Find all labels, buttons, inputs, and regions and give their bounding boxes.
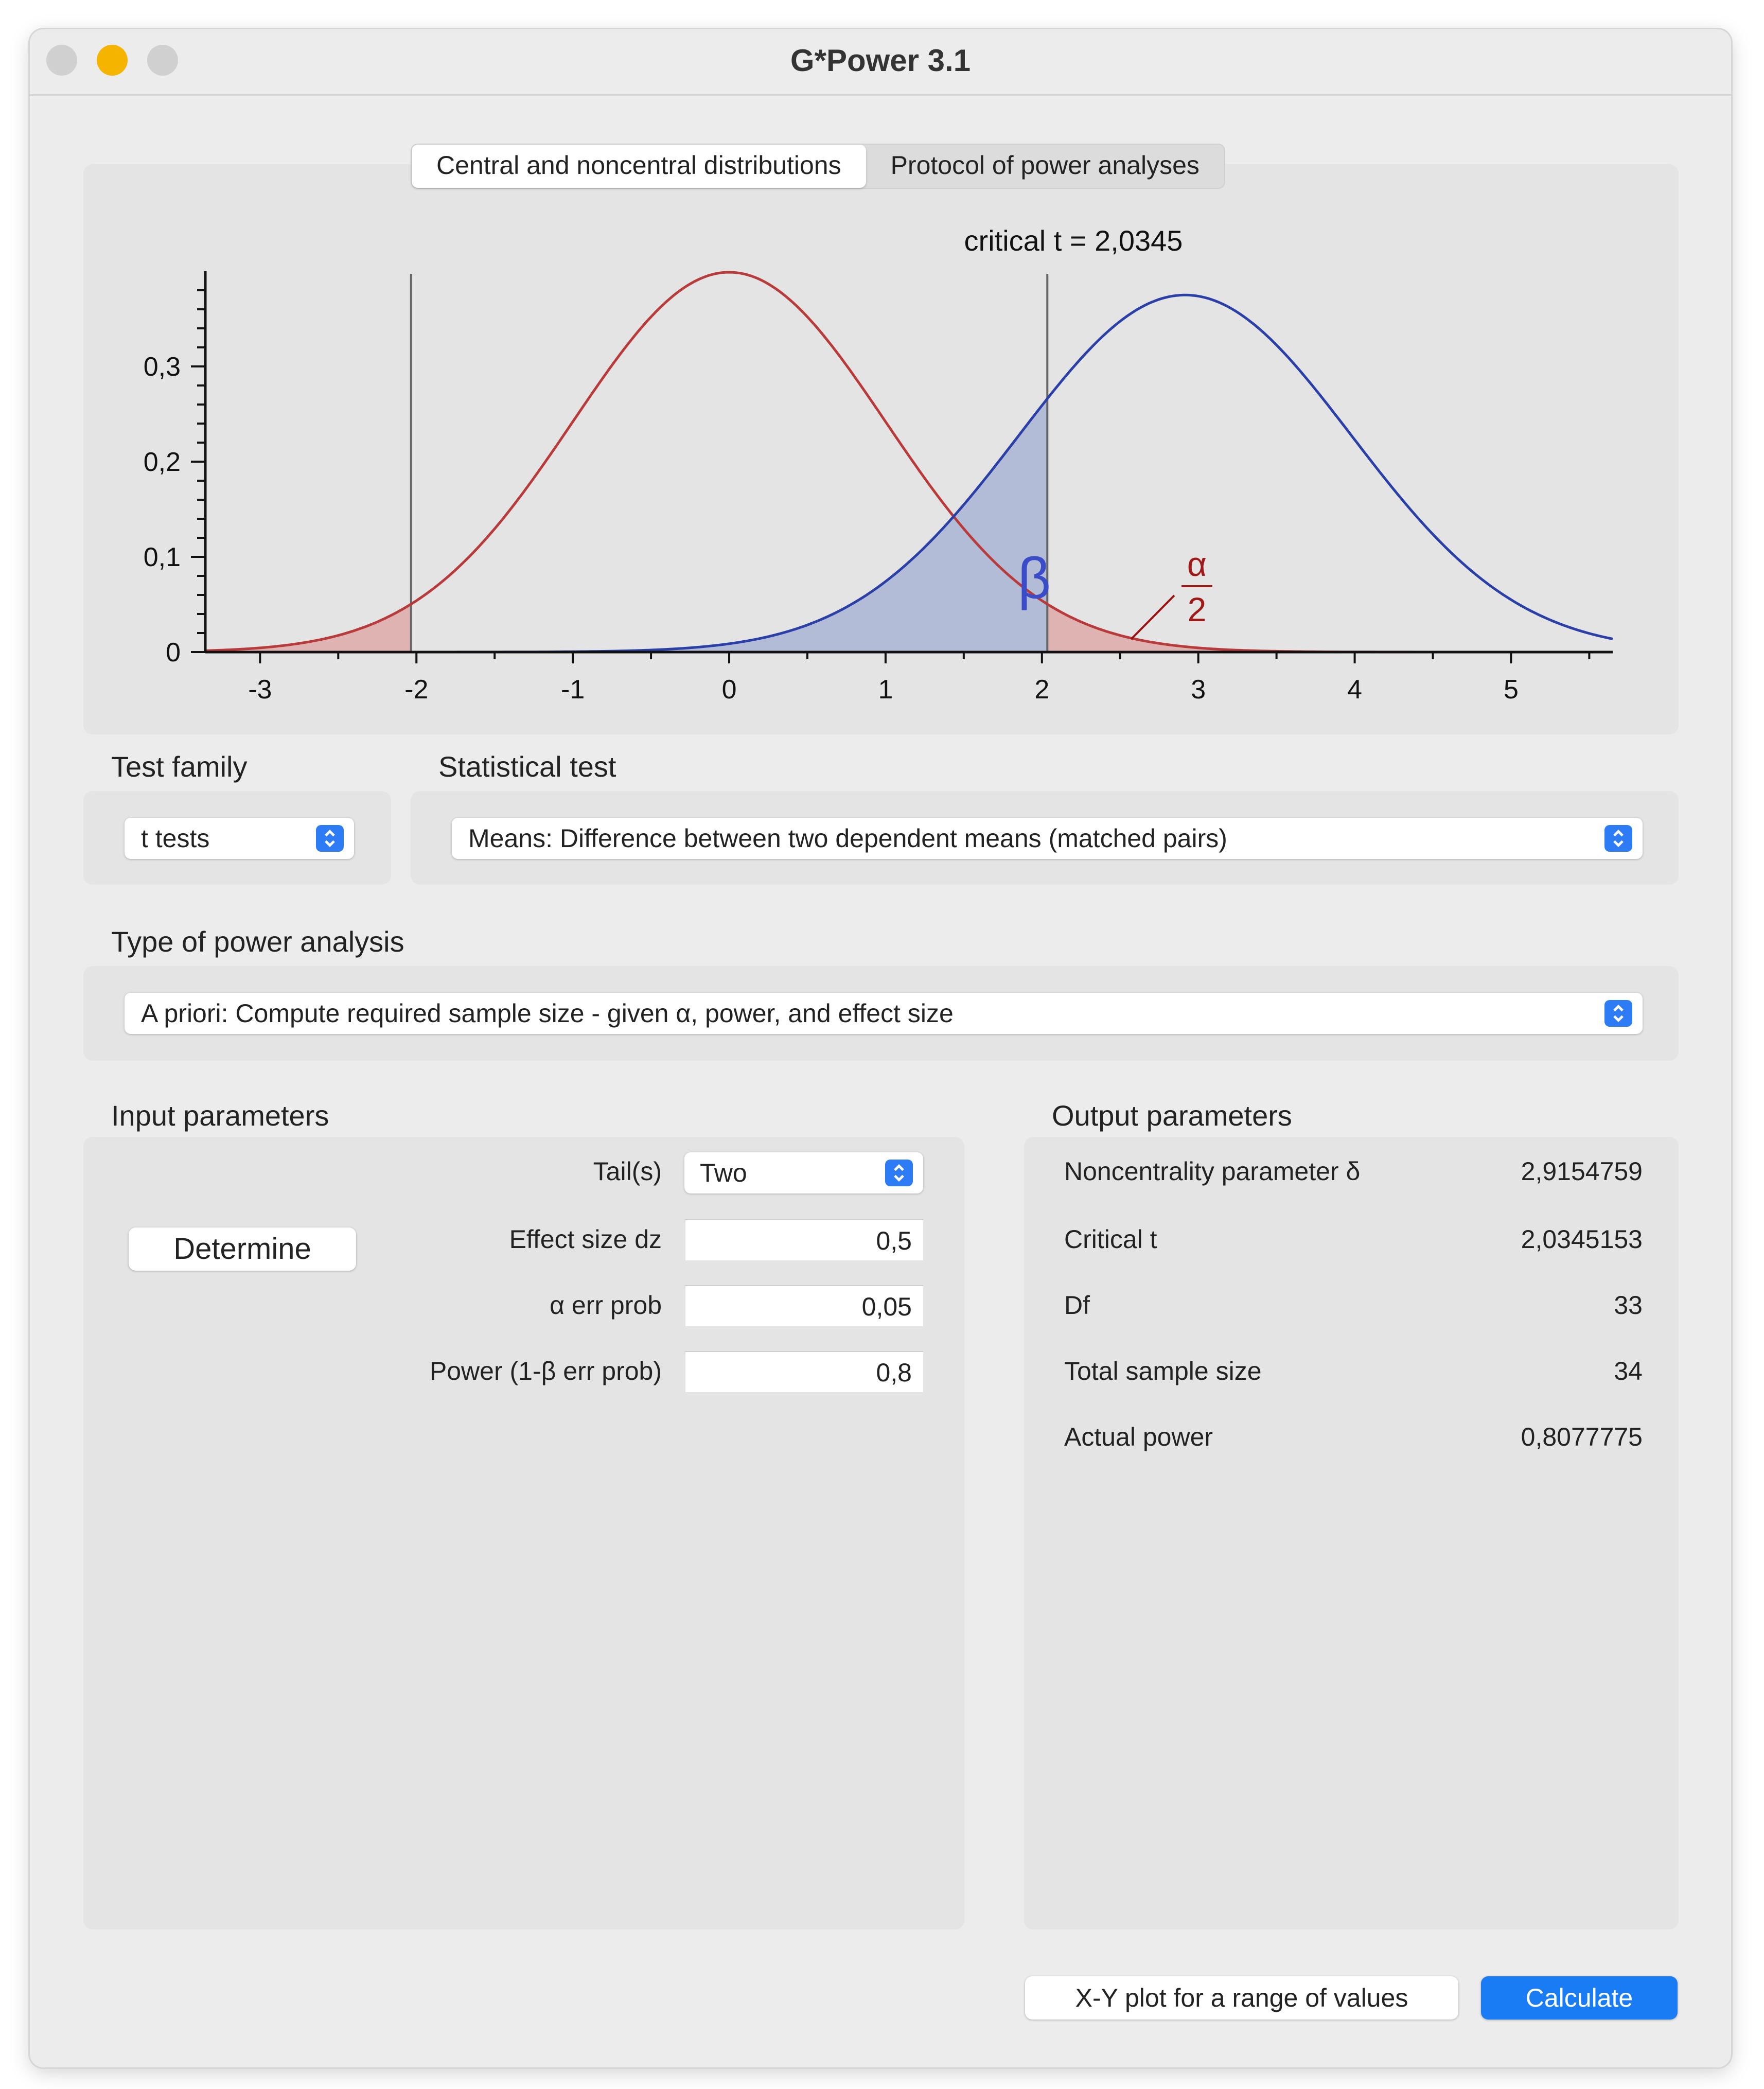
tails-label: Tail(s)	[593, 1157, 662, 1186]
app-window	[30, 29, 1731, 2067]
alpha-left-area	[205, 604, 411, 652]
xy-plot-button[interactable]: X-Y plot for a range of values	[1025, 1976, 1458, 2020]
input-parameters-heading: Input parameters	[111, 1099, 329, 1132]
x-tick-label: 2	[1034, 675, 1050, 705]
x-tick-label: 1	[878, 675, 893, 705]
effect-size-label: Effect size dz	[509, 1225, 662, 1254]
output-label-noncentrality: Noncentrality parameter δ	[1064, 1157, 1361, 1186]
y-tick-label: 0,3	[143, 352, 181, 382]
output-value-total-sample-size: 34	[1614, 1357, 1643, 1385]
tab-protocol[interactable]: Protocol of power analyses	[890, 151, 1199, 180]
alpha-divisor-label: 2	[1187, 590, 1207, 628]
x-tick-label: -3	[248, 675, 272, 705]
output-value-noncentrality: 2,9154759	[1521, 1157, 1643, 1186]
y-tick-label: 0,1	[143, 542, 181, 572]
output-label-actual-power: Actual power	[1064, 1423, 1213, 1451]
x-tick-label: 5	[1504, 675, 1519, 705]
y-tick-label: 0	[166, 638, 181, 668]
power-analysis-select[interactable]	[125, 993, 1643, 1034]
critical-t-label: critical t = 2,0345	[964, 224, 1183, 257]
power-input[interactable]: 0,8	[684, 1351, 923, 1392]
calculate-button[interactable]: Calculate	[1481, 1976, 1678, 2020]
effect-size-input[interactable]: 0,5	[684, 1219, 923, 1260]
determine-button[interactable]: Determine	[129, 1227, 356, 1271]
output-parameters-panel	[1024, 1137, 1679, 1929]
alpha-right-area	[1047, 604, 1613, 652]
view-tabs	[411, 144, 1225, 189]
alpha-pointer	[1131, 595, 1174, 639]
alpha-err-prob-label: α err prob	[550, 1291, 662, 1320]
statistical-test-value: Means: Difference between two dependent means (matched pairs)	[468, 824, 1227, 853]
x-tick-label: -1	[561, 675, 585, 705]
chevron-updown-icon	[1604, 1000, 1632, 1027]
chevron-updown-icon	[885, 1160, 913, 1186]
test-family-value: t tests	[141, 824, 210, 853]
statistical-test-label: Statistical test	[438, 750, 616, 783]
output-value-critical-t: 2,0345153	[1521, 1225, 1643, 1254]
power-analysis-value: A priori: Compute required sample size - given α, power, and effect size	[141, 999, 954, 1028]
beta-label: β	[1017, 546, 1051, 610]
x-tick-label: 0	[721, 675, 737, 705]
power-analysis-label: Type of power analysis	[111, 925, 404, 958]
tails-select[interactable]	[684, 1152, 923, 1193]
power-label: Power (1-β err prob)	[429, 1357, 662, 1385]
x-tick-label: -2	[404, 675, 429, 705]
output-parameters-heading: Output parameters	[1052, 1099, 1292, 1132]
output-value-actual-power: 0,8077775	[1521, 1423, 1643, 1451]
tails-value: Two	[700, 1158, 747, 1187]
test-family-label: Test family	[111, 750, 248, 783]
test-family-select[interactable]	[125, 818, 354, 859]
y-tick-label: 0,2	[143, 447, 181, 477]
x-tick-label: 4	[1347, 675, 1363, 705]
output-value-df: 33	[1614, 1291, 1643, 1320]
chevron-updown-icon	[1604, 825, 1632, 852]
x-tick-label: 3	[1191, 675, 1206, 705]
window-title: G*Power 3.1	[790, 43, 971, 78]
beta-area	[205, 399, 1047, 652]
alpha-label: α	[1187, 545, 1207, 583]
output-label-total-sample-size: Total sample size	[1064, 1357, 1262, 1385]
statistical-test-select[interactable]	[452, 818, 1643, 859]
distribution-chart	[30, 29, 1731, 760]
output-label-critical-t: Critical t	[1064, 1225, 1157, 1254]
tab-distributions[interactable]: Central and noncentral distributions	[412, 145, 866, 188]
chevron-updown-icon	[316, 825, 344, 852]
alpha-err-prob-input[interactable]: 0,05	[684, 1285, 923, 1326]
output-label-df: Df	[1064, 1291, 1090, 1320]
